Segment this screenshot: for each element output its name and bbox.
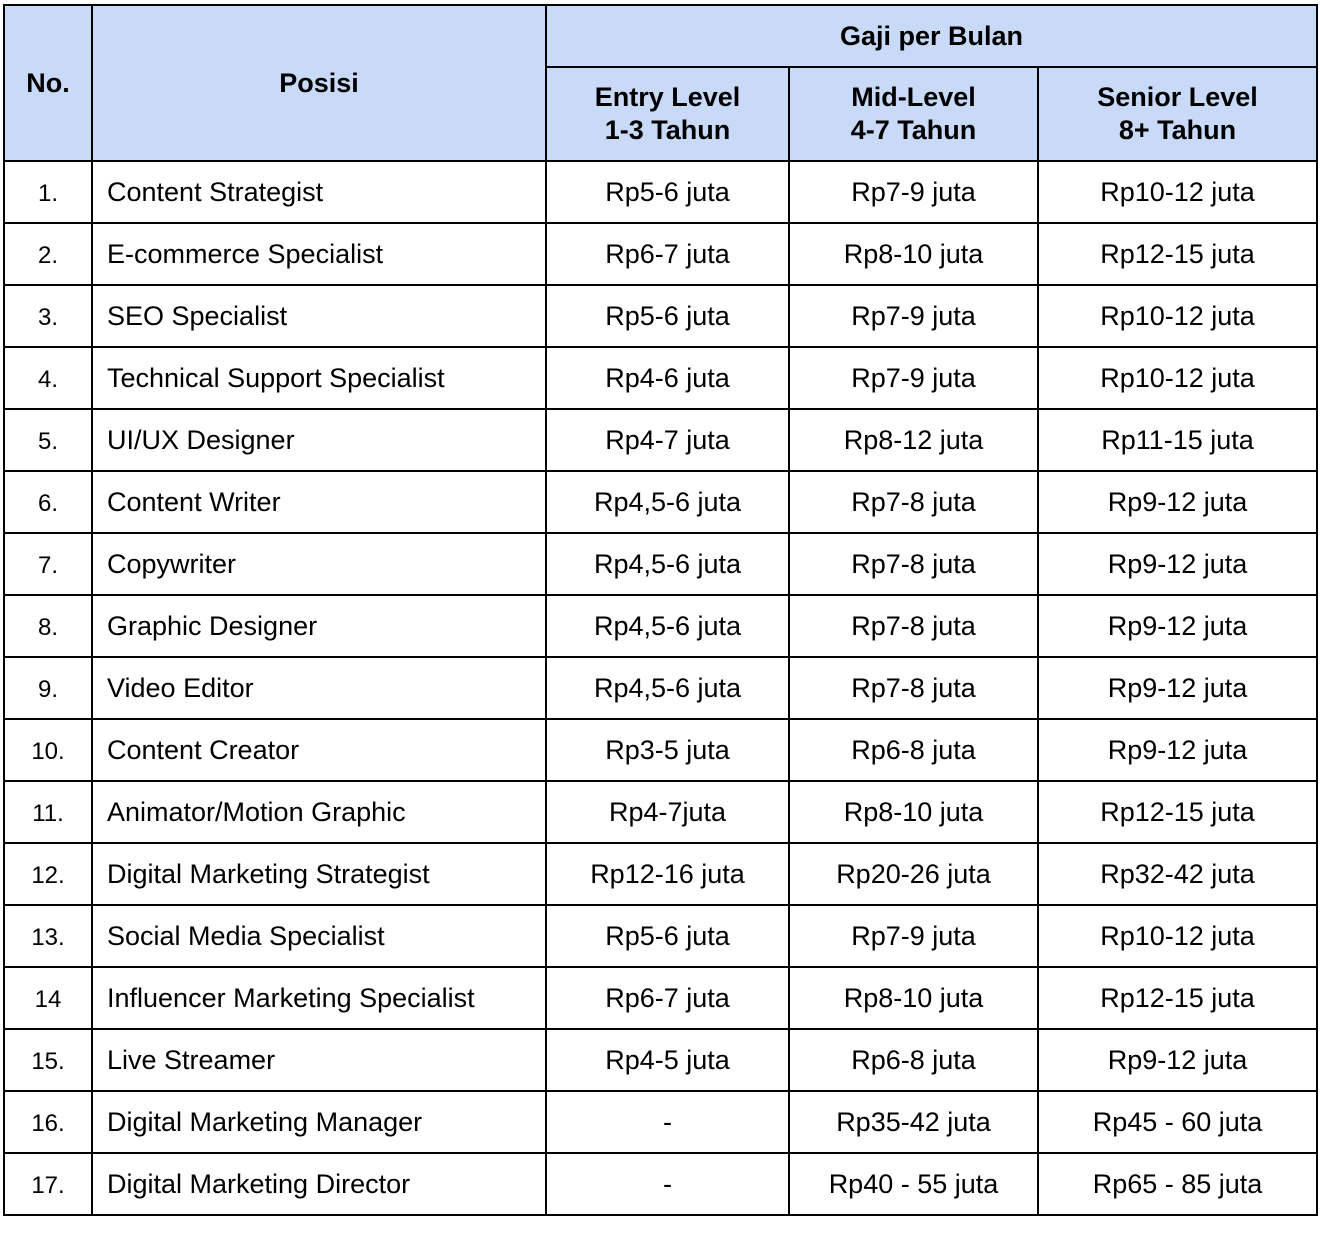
- cell-no: 13.: [4, 905, 92, 967]
- cell-senior-level: Rp12-15 juta: [1038, 223, 1317, 285]
- cell-posisi: Social Media Specialist: [92, 905, 546, 967]
- cell-mid-level: Rp7-8 juta: [789, 595, 1038, 657]
- table-header: [4, 5, 1317, 161]
- cell-senior-level: Rp12-15 juta: [1038, 781, 1317, 843]
- header-no: No.: [4, 5, 92, 161]
- header-senior-level-title: Senior Level: [1097, 82, 1258, 112]
- cell-entry-level: Rp4,5-6 juta: [546, 471, 789, 533]
- table-row: [4, 967, 1317, 1029]
- cell-no: 9.: [4, 657, 92, 719]
- cell-entry-level: Rp4,5-6 juta: [546, 657, 789, 719]
- cell-senior-level: Rp9-12 juta: [1038, 719, 1317, 781]
- header-posisi: Posisi: [92, 5, 546, 161]
- cell-posisi: Digital Marketing Strategist: [92, 843, 546, 905]
- table-row: [4, 161, 1317, 223]
- header-entry-level-title: Entry Level: [594, 82, 741, 112]
- header-entry-level-years: 1-3 Tahun: [604, 115, 731, 145]
- cell-senior-level: Rp9-12 juta: [1038, 657, 1317, 719]
- cell-senior-level: Rp12-15 juta: [1038, 967, 1317, 1029]
- cell-senior-level: Rp9-12 juta: [1038, 471, 1317, 533]
- table-row: [4, 285, 1317, 347]
- cell-posisi: Content Creator: [92, 719, 546, 781]
- cell-entry-level: Rp6-7 juta: [546, 223, 789, 285]
- cell-entry-level: Rp4-5 juta: [546, 1029, 789, 1091]
- cell-posisi: Copywriter: [92, 533, 546, 595]
- cell-mid-level: Rp8-10 juta: [789, 967, 1038, 1029]
- cell-entry-level: Rp5-6 juta: [546, 905, 789, 967]
- cell-mid-level: Rp7-8 juta: [789, 471, 1038, 533]
- header-mid-level-title: Mid-Level: [851, 82, 976, 112]
- table-row: [4, 409, 1317, 471]
- salary-table-container: [3, 4, 1318, 1216]
- cell-mid-level: Rp6-8 juta: [789, 1029, 1038, 1091]
- cell-no: 2.: [4, 223, 92, 285]
- table-row: [4, 471, 1317, 533]
- cell-mid-level: Rp8-10 juta: [789, 781, 1038, 843]
- cell-senior-level: Rp65 - 85 juta: [1038, 1153, 1317, 1215]
- header-entry-level: [546, 67, 789, 161]
- cell-senior-level: Rp9-12 juta: [1038, 1029, 1317, 1091]
- cell-entry-level: Rp5-6 juta: [546, 161, 789, 223]
- header-senior-level-years: 8+ Tahun: [1118, 115, 1237, 145]
- cell-mid-level: Rp7-8 juta: [789, 533, 1038, 595]
- cell-posisi: Graphic Designer: [92, 595, 546, 657]
- cell-entry-level: Rp6-7 juta: [546, 967, 789, 1029]
- cell-entry-level: Rp5-6 juta: [546, 285, 789, 347]
- cell-no: 5.: [4, 409, 92, 471]
- header-mid-level: [789, 67, 1038, 161]
- cell-mid-level: Rp7-9 juta: [789, 285, 1038, 347]
- cell-senior-level: Rp10-12 juta: [1038, 161, 1317, 223]
- cell-mid-level: Rp8-12 juta: [789, 409, 1038, 471]
- cell-no: 7.: [4, 533, 92, 595]
- cell-no: 16.: [4, 1091, 92, 1153]
- cell-mid-level: Rp7-9 juta: [789, 905, 1038, 967]
- cell-no: 4.: [4, 347, 92, 409]
- table-row: [4, 1029, 1317, 1091]
- cell-senior-level: Rp9-12 juta: [1038, 533, 1317, 595]
- cell-posisi: SEO Specialist: [92, 285, 546, 347]
- cell-no: 3.: [4, 285, 92, 347]
- table-row: [4, 905, 1317, 967]
- cell-entry-level: Rp4-7juta: [546, 781, 789, 843]
- cell-no: 15.: [4, 1029, 92, 1091]
- table-row: [4, 533, 1317, 595]
- cell-entry-level: Rp4,5-6 juta: [546, 533, 789, 595]
- table-row: [4, 719, 1317, 781]
- cell-entry-level: Rp4,5-6 juta: [546, 595, 789, 657]
- cell-senior-level: Rp10-12 juta: [1038, 347, 1317, 409]
- cell-entry-level: Rp12-16 juta: [546, 843, 789, 905]
- table-row: [4, 347, 1317, 409]
- cell-entry-level: -: [546, 1153, 789, 1215]
- cell-senior-level: Rp45 - 60 juta: [1038, 1091, 1317, 1153]
- cell-no: 1.: [4, 161, 92, 223]
- cell-mid-level: Rp20-26 juta: [789, 843, 1038, 905]
- cell-posisi: Influencer Marketing Specialist: [92, 967, 546, 1029]
- cell-entry-level: -: [546, 1091, 789, 1153]
- table-row: [4, 223, 1317, 285]
- cell-posisi: E-commerce Specialist: [92, 223, 546, 285]
- cell-senior-level: Rp10-12 juta: [1038, 285, 1317, 347]
- table-row: [4, 781, 1317, 843]
- cell-entry-level: Rp4-7 juta: [546, 409, 789, 471]
- cell-mid-level: Rp6-8 juta: [789, 719, 1038, 781]
- cell-senior-level: Rp9-12 juta: [1038, 595, 1317, 657]
- cell-posisi: Digital Marketing Director: [92, 1153, 546, 1215]
- cell-posisi: Live Streamer: [92, 1029, 546, 1091]
- table-row: [4, 595, 1317, 657]
- cell-mid-level: Rp40 - 55 juta: [789, 1153, 1038, 1215]
- table-row: [4, 657, 1317, 719]
- cell-posisi: Digital Marketing Manager: [92, 1091, 546, 1153]
- cell-mid-level: Rp8-10 juta: [789, 223, 1038, 285]
- cell-posisi: Content Writer: [92, 471, 546, 533]
- cell-posisi: Animator/Motion Graphic: [92, 781, 546, 843]
- cell-posisi: Technical Support Specialist: [92, 347, 546, 409]
- cell-senior-level: Rp32-42 juta: [1038, 843, 1317, 905]
- cell-no: 12.: [4, 843, 92, 905]
- table-row: [4, 843, 1317, 905]
- cell-senior-level: Rp10-12 juta: [1038, 905, 1317, 967]
- cell-no: 14: [4, 967, 92, 1029]
- cell-posisi: UI/UX Designer: [92, 409, 546, 471]
- header-gaji-per-bulan: Gaji per Bulan: [546, 5, 1317, 67]
- table-body: [4, 161, 1317, 1215]
- cell-no: 10.: [4, 719, 92, 781]
- cell-mid-level: Rp7-8 juta: [789, 657, 1038, 719]
- cell-no: 11.: [4, 781, 92, 843]
- cell-entry-level: Rp4-6 juta: [546, 347, 789, 409]
- table-row: [4, 1091, 1317, 1153]
- cell-mid-level: Rp7-9 juta: [789, 347, 1038, 409]
- cell-mid-level: Rp35-42 juta: [789, 1091, 1038, 1153]
- cell-posisi: Content Strategist: [92, 161, 546, 223]
- cell-entry-level: Rp3-5 juta: [546, 719, 789, 781]
- cell-no: 17.: [4, 1153, 92, 1215]
- cell-posisi: Video Editor: [92, 657, 546, 719]
- cell-mid-level: Rp7-9 juta: [789, 161, 1038, 223]
- header-mid-level-years: 4-7 Tahun: [850, 115, 977, 145]
- cell-no: 6.: [4, 471, 92, 533]
- cell-no: 8.: [4, 595, 92, 657]
- header-senior-level: [1038, 67, 1317, 161]
- cell-senior-level: Rp11-15 juta: [1038, 409, 1317, 471]
- table-row: [4, 1153, 1317, 1215]
- salary-table: [3, 4, 1318, 1216]
